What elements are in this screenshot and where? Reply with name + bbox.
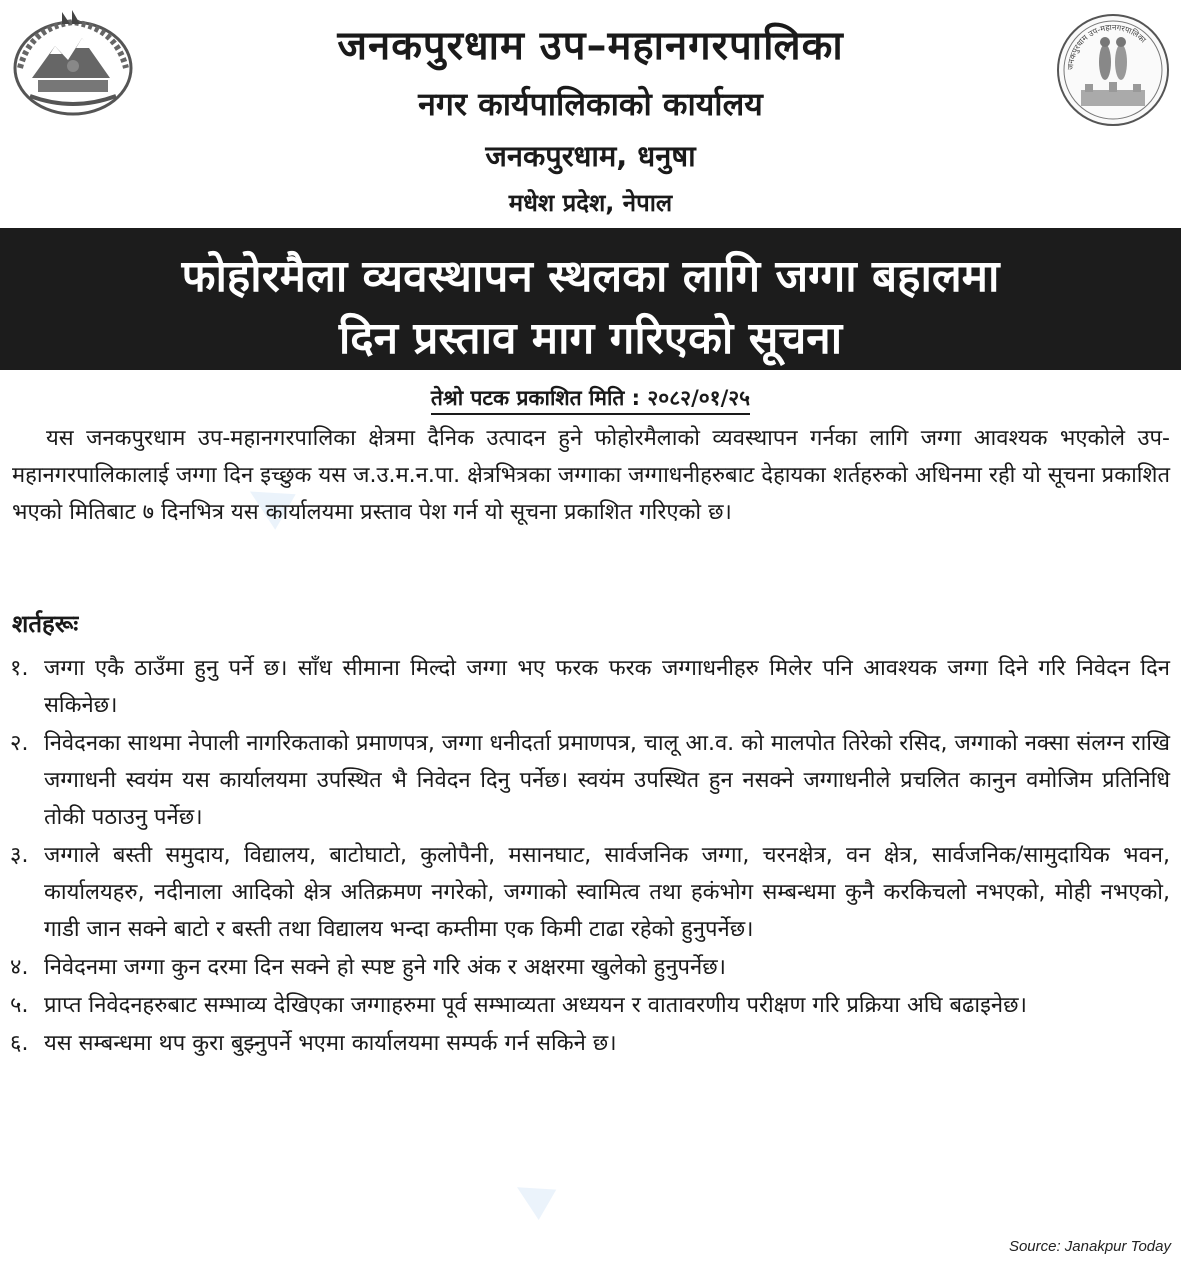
term-item [10, 987, 1170, 1024]
source-credit: Source: Janakpur Today [1008, 1238, 1171, 1255]
term-item [10, 949, 1170, 986]
term-text: प्राप्त निवेदनहरुबाट सम्भाव्य देखिएका जग्गाहरुमा पूर्व सम्भाव्यता अध्ययन र वातावरणीय परीक्षण गरि प्रक्रिया अघि बढाइनेछ। [44, 993, 1027, 1018]
publication-date-row [0, 384, 1181, 415]
term-number: २. [10, 731, 29, 756]
watermark: ▲ [485, 1152, 574, 1237]
term-item [10, 837, 1170, 948]
term-text: जग्गा एकै ठाउँमा हुनु पर्ने छ। साँध सीमाना मिल्दो जग्गा भए फरक फरक जग्गाधनीहरु मिलेर पनि आवश्यक जग्गा दिने गरि निवेदन दिन सकिनेछ। [44, 656, 1170, 718]
intro-paragraph: यस जनकपुरधाम उप-महानगरपालिका क्षेत्रमा दैनिक उत्पादन हुने फोहोरमैलाको व्यवस्थापन गर्नका लागि जग्गा आवश्यक भएकोले उप-महानगरपालिकालाई जग्गा दिन इच्छुक यस ज.उ.म.न.पा. क्षेत्रभित्रका जग्गाका जग्गाधनीहरुबाट देहायका शर्तहरुको अधिनमा रही यो सूचना प्रकाशित भएको मितिबाट ७ दिनभित्र यस कार्यालयमा प्रस्ताव पेश गर्न यो सूचना प्रकाशित गरिएको छ। [12, 426, 1170, 525]
term-text: जग्गाले बस्ती समुदाय, विद्यालय, बाटोघाटो, कुलोपैनी, मसानघाट, सार्वजनिक जग्गा, चरनक्षेत्र, वन क्षेत्र, सार्वजनिक/सामुदायिक भवन, कार्यालयहरु, नदीनाला आदिको क्षेत्र अतिक्रमण नगरेको, जग्गाको स्वामित्व तथा हकंभोग सम्बन्धमा कुनै करकिचलो नभएको, मोही नभएको, गाडी जान सक्ने बाटो र बस्ती तथा विद्यालय भन्दा कम्तीमा एक किमी टाढा रहेको हुनुपर्नेछ। [44, 843, 1170, 942]
term-number: ५. [10, 993, 29, 1018]
municipality-seal-icon [1055, 12, 1171, 128]
term-number: ६. [10, 1031, 29, 1056]
term-item [10, 650, 1170, 724]
terms-list [10, 650, 1170, 1063]
office-name: नगर कार्यपालिकाको कार्यालय [418, 85, 763, 123]
terms-heading: शर्तहरूः [12, 610, 79, 638]
term-item [10, 725, 1170, 836]
term-text: निवेदनमा जग्गा कुन दरमा दिन सक्ने हो स्पष्ट हुने गरि अंक र अक्षरमा खुलेको हुनुपर्नेछ। [44, 955, 727, 980]
term-text: निवेदनका साथमा नेपाली नागरिकताको प्रमाणपत्र, जग्गा धनीदर्ता प्रमाणपत्र, चालू आ.व. को मालपोत तिरेको रसिद, जग्गाको नक्सा संलग्न राखि जग्गाधनी स्वयंम यस कार्यालयमा उपस्थित भै निवेदन दिनु पर्नेछ। स्वयंम उपस्थित हुन नसक्ने जग्गाधनीले प्रचलित कानुन वमोजिम प्रतिनिधि तोकी पठाउनु पर्नेछ। [44, 731, 1170, 830]
term-number: ३. [10, 843, 29, 868]
title-banner [0, 228, 1181, 370]
municipality-name: जनकपुरधाम उप–महानगरपालिका [337, 23, 844, 69]
watermark: ▲ [213, 450, 316, 550]
notice-title-line-2: दिन प्रस्ताव माग गरिएको सूचना [338, 313, 843, 364]
office-province: मधेश प्रदेश, नेपाल [508, 189, 673, 217]
office-city: जनकपुरधाम, धनुषा [485, 139, 696, 173]
term-text: यस सम्बन्धमा थप कुरा बुझ्नुपर्ने भएमा कार्यालयमा सम्पर्क गर्न सकिने छ। [44, 1031, 617, 1056]
term-number: १. [10, 656, 29, 681]
term-item [10, 1025, 1170, 1062]
seal-text: जनकपुरधाम उप-महानगरपालिका [1065, 22, 1148, 71]
term-number: ४. [10, 955, 29, 980]
notice-title-line-1: फोहोरमैला व्यवस्थापन स्थलका लागि जग्गा बहालमा [181, 251, 1000, 302]
publication-date: तेश्रो पटक प्रकाशित मिति : २०८२/०१/२५ [431, 384, 750, 415]
letterhead [0, 0, 1181, 228]
